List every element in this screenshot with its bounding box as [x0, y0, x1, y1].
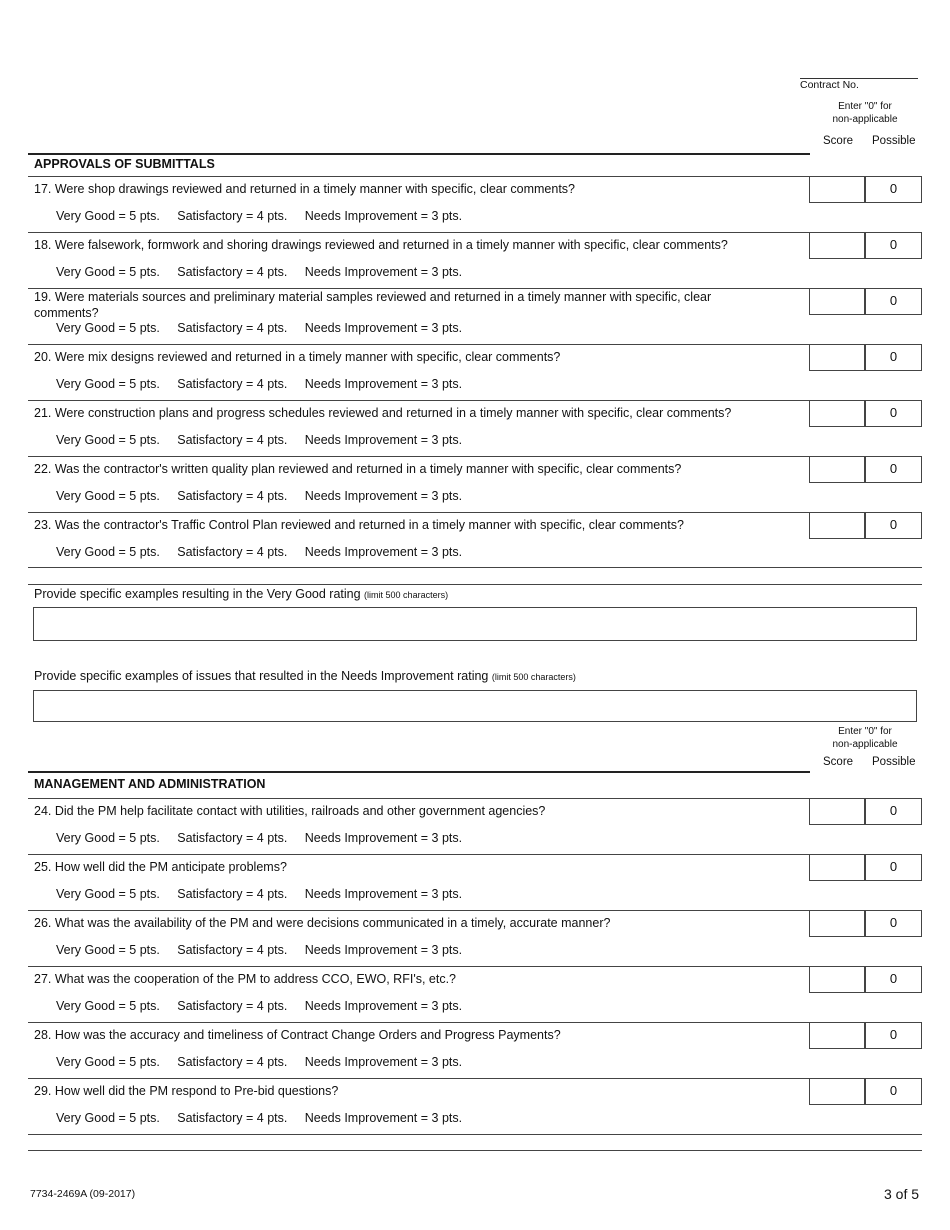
question-text: 22. Was the contractor's written quality plan reviewed and returned in a timely manner with specific, clear comments?: [34, 462, 682, 476]
question-text: 28. How was the accuracy and timeliness of Contract Change Orders and Progress Payments?: [34, 1028, 561, 1042]
section-end-rule: [28, 1134, 922, 1135]
non-applicable-note-line2: non-applicable: [832, 114, 898, 125]
question-text: 29. How well did the PM respond to Pre-bid questions?: [34, 1084, 339, 1098]
contract-number-label: Contract No.: [800, 79, 859, 91]
question-row: [28, 344, 810, 391]
score-input[interactable]: [809, 512, 865, 539]
needs-improvement-examples-prompt: [34, 669, 576, 683]
rating-scale: Very Good = 5 pts. Satisfactory = 4 pts. Needs Improvement = 3 pts.: [56, 943, 463, 957]
non-applicable-note-line1: Enter "0" for: [838, 726, 892, 737]
question-row: [28, 176, 810, 223]
score-input[interactable]: [809, 1078, 865, 1105]
score-column-header: Score: [823, 756, 854, 768]
comment-rule: [28, 584, 922, 585]
rating-scale: Very Good = 5 pts. Satisfactory = 4 pts. Needs Improvement = 3 pts.: [56, 999, 463, 1013]
question-text: 19. Were materials sources and preliminary material samples reviewed and returned in a timely manner with specific, clear comments?: [34, 290, 712, 320]
question-text: 24. Did the PM help facilitate contact with utilities, railroads and other government agencies?: [34, 804, 546, 818]
score-input[interactable]: [809, 288, 865, 315]
form-number: 7734-2469A (09-2017): [30, 1188, 136, 1200]
score-input[interactable]: [809, 966, 865, 993]
question-text: 17. Were shop drawings reviewed and returned in a timely manner with specific, clear comments?: [34, 182, 575, 196]
question-row: [28, 400, 810, 447]
very-good-examples-prompt: [34, 587, 448, 601]
needs-improvement-examples-field[interactable]: [33, 690, 917, 722]
question-text: 20. Were mix designs reviewed and returned in a timely manner with specific, clear comments?: [34, 350, 561, 364]
possible-points-field: 0: [865, 176, 922, 203]
limit-note: (limit 500 characters): [364, 590, 449, 600]
score-input[interactable]: [809, 798, 865, 825]
needs-improvement-prompt-text: Provide specific examples of issues that resulted in the Needs Improvement rating: [34, 669, 489, 683]
non-applicable-note-line2: non-applicable: [832, 739, 898, 750]
possible-column-header: Possible: [872, 135, 916, 147]
possible-points-field: 0: [865, 854, 922, 881]
very-good-prompt-text: Provide specific examples resulting in the Very Good rating: [34, 587, 361, 601]
rating-scale: Very Good = 5 pts. Satisfactory = 4 pts. Needs Improvement = 3 pts.: [56, 489, 463, 503]
possible-points-field: 0: [865, 288, 922, 315]
score-input[interactable]: [809, 176, 865, 203]
non-applicable-note: [805, 100, 925, 126]
rating-scale: Very Good = 5 pts. Satisfactory = 4 pts. Needs Improvement = 3 pts.: [56, 209, 463, 223]
question-row: [28, 798, 810, 845]
section-title-approvals: APPROVALS OF SUBMITTALS: [34, 157, 215, 171]
possible-points-field: 0: [865, 910, 922, 937]
question-text: 21. Were construction plans and progress schedules reviewed and returned in a timely manner with specific, clear comments?: [34, 406, 732, 420]
question-row: [28, 1078, 810, 1125]
section-end-rule: [28, 567, 922, 568]
rating-scale: Very Good = 5 pts. Satisfactory = 4 pts. Needs Improvement = 3 pts.: [56, 433, 463, 447]
score-input[interactable]: [809, 910, 865, 937]
question-text: 18. Were falsework, formwork and shoring drawings reviewed and returned in a timely manner with specific, clear comments?: [34, 238, 728, 252]
question-row: [28, 966, 810, 1013]
question-row: [28, 1022, 810, 1069]
question-row: [28, 854, 810, 901]
question-row: [28, 232, 810, 279]
score-input[interactable]: [809, 456, 865, 483]
score-input[interactable]: [809, 232, 865, 259]
question-text: 27. What was the cooperation of the PM to address CCO, EWO, RFI's, etc.?: [34, 972, 457, 986]
very-good-examples-field[interactable]: [33, 607, 917, 641]
rating-scale: Very Good = 5 pts. Satisfactory = 4 pts. Needs Improvement = 3 pts.: [56, 887, 463, 901]
score-input[interactable]: [809, 1022, 865, 1049]
section-rule: [28, 153, 810, 155]
question-text: 23. Was the contractor's Traffic Control Plan reviewed and returned in a timely manner with specific, clear comments?: [34, 518, 684, 532]
possible-points-field: 0: [865, 798, 922, 825]
rating-scale: Very Good = 5 pts. Satisfactory = 4 pts. Needs Improvement = 3 pts.: [56, 321, 463, 335]
score-input[interactable]: [809, 854, 865, 881]
score-column-header: Score: [823, 135, 854, 147]
limit-note: (limit 500 characters): [491, 672, 576, 682]
possible-points-field: 0: [865, 512, 922, 539]
possible-points-field: 0: [865, 344, 922, 371]
page-bottom-rule: [28, 1150, 922, 1151]
rating-scale: Very Good = 5 pts. Satisfactory = 4 pts. Needs Improvement = 3 pts.: [56, 831, 463, 845]
page-number: 3 of 5: [884, 1186, 920, 1202]
score-input[interactable]: [809, 400, 865, 427]
question-text: 26. What was the availability of the PM and were decisions communicated in a timely, accurate manner?: [34, 916, 611, 930]
possible-points-field: 0: [865, 1022, 922, 1049]
question-row: [28, 288, 810, 335]
possible-points-field: 0: [865, 232, 922, 259]
rating-scale: Very Good = 5 pts. Satisfactory = 4 pts. Needs Improvement = 3 pts.: [56, 377, 463, 391]
score-input[interactable]: [809, 344, 865, 371]
rating-scale: Very Good = 5 pts. Satisfactory = 4 pts. Needs Improvement = 3 pts.: [56, 545, 463, 559]
question-row: [28, 910, 810, 957]
rating-scale: Very Good = 5 pts. Satisfactory = 4 pts. Needs Improvement = 3 pts.: [56, 1055, 463, 1069]
non-applicable-note-line1: Enter "0" for: [838, 101, 892, 112]
possible-points-field: 0: [865, 400, 922, 427]
possible-points-field: 0: [865, 966, 922, 993]
question-row: [28, 512, 810, 559]
rating-scale: Very Good = 5 pts. Satisfactory = 4 pts. Needs Improvement = 3 pts.: [56, 265, 463, 279]
possible-points-field: 0: [865, 456, 922, 483]
section-title-management: MANAGEMENT AND ADMINISTRATION: [34, 777, 266, 791]
non-applicable-note: [805, 725, 925, 751]
question-text: 25. How well did the PM anticipate problems?: [34, 860, 287, 874]
question-row: [28, 456, 810, 503]
section-rule: [28, 771, 810, 773]
possible-column-header: Possible: [872, 756, 916, 768]
possible-points-field: 0: [865, 1078, 922, 1105]
rating-scale: Very Good = 5 pts. Satisfactory = 4 pts. Needs Improvement = 3 pts.: [56, 1111, 463, 1125]
